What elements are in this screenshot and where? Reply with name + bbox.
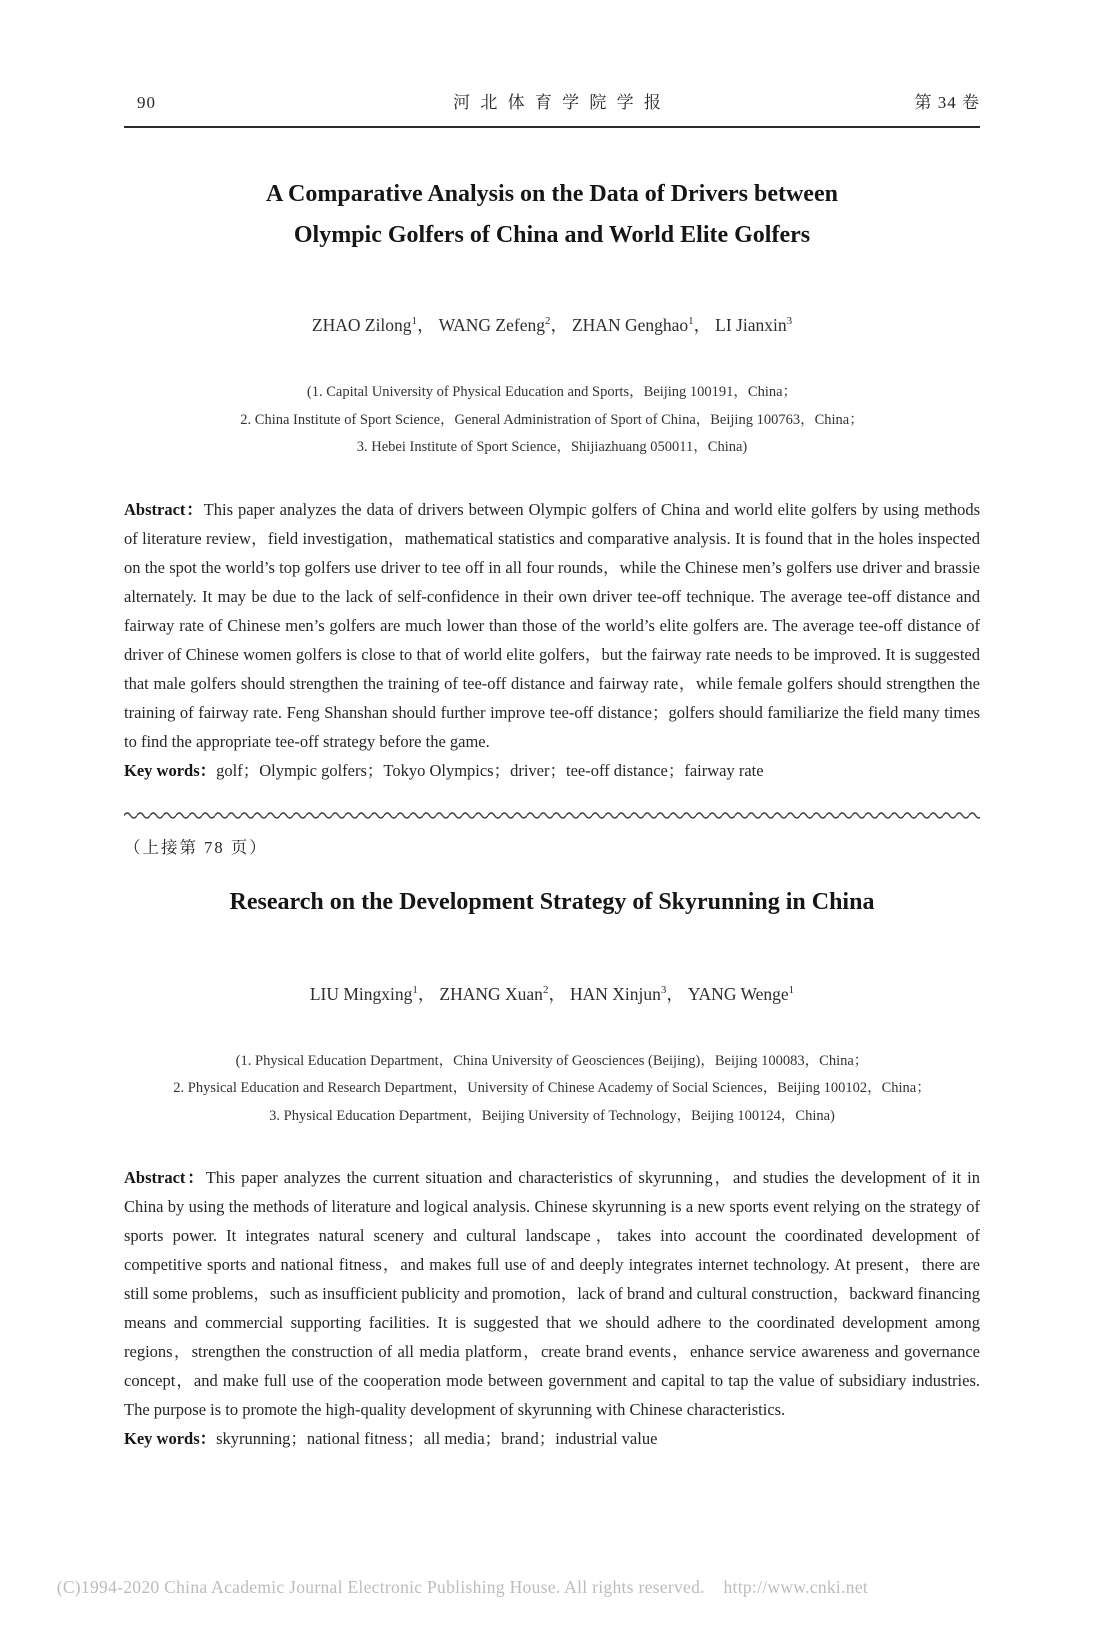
article1-authors bbox=[124, 312, 980, 337]
author-affil-mark: 1 bbox=[411, 315, 418, 328]
continuation-note: （上接第 78 页） bbox=[124, 837, 268, 857]
author-separator: ， bbox=[550, 315, 568, 335]
footer-watermark bbox=[38, 1556, 868, 1619]
journal-title: 河 北 体 育 学 院 学 报 bbox=[453, 93, 664, 112]
author-name: LIU Mingxing bbox=[309, 983, 413, 1004]
author-affil-mark: 3 bbox=[786, 315, 793, 328]
page-number: 90 bbox=[137, 93, 156, 112]
footer-spacer bbox=[705, 1577, 724, 1597]
author bbox=[312, 315, 439, 335]
article1-title bbox=[124, 174, 980, 256]
article1-affiliations bbox=[124, 379, 980, 462]
affiliation-line: 3. Hebei Institute of Sport Science，Shijiazhuang 050011，China) bbox=[356, 439, 748, 455]
author-affil-mark: 1 bbox=[788, 983, 795, 996]
author bbox=[310, 984, 440, 1004]
author-name: WANG Zefeng bbox=[438, 315, 545, 335]
article2-keywords bbox=[124, 1424, 980, 1453]
author-name: ZHANG Xuan bbox=[439, 983, 543, 1004]
abstract-text: This paper analyzes the data of drivers between Olympic golfers of China and world elite golfers by using methods of literature review，field investigation，mathematical statistics and comparative analysis. It is found that in the holes inspected on the spot the world’s top golfers use driver to tee off in all four rounds，while the Chinese men’s golfers use driver and brassie alternately. It may be due to the lack of self-confidence in their own driver tee-off technique. The average tee-off distance and fairway rate of Chinese men’s golfers are much lower than those of the world’s elite golfers are. The average tee-off distance of driver of Chinese women golfers is close to that of world elite golfers，but the fairway rate needs to be improved. It is suggested that male golfers should strengthen the training of tee-off distance and fairway rate，while female golfers should strengthen the training of fairway rate. Feng Shanshan should further improve tee-off distance；golfers should familiarize the field many times to find the appropriate tee-off strategy before the game. bbox=[124, 499, 980, 751]
author-name: ZHAN Genghao bbox=[571, 315, 689, 335]
abstract-label: Abstract： bbox=[124, 499, 204, 519]
author bbox=[570, 984, 688, 1004]
keywords-label: Key words： bbox=[124, 1429, 217, 1448]
author-separator: ， bbox=[548, 983, 566, 1004]
article2-authors bbox=[124, 981, 980, 1006]
author-separator: ， bbox=[666, 983, 684, 1004]
author-affil-mark: 2 bbox=[542, 983, 549, 996]
volume-number: 第 34 卷 bbox=[914, 93, 980, 112]
author bbox=[715, 315, 792, 335]
author-affil-mark: 1 bbox=[688, 315, 694, 328]
affiliation-line: 3. Physical Education Department，Beijing University of Technology，Beijing 100124，China) bbox=[269, 1107, 835, 1124]
wavy-divider bbox=[124, 809, 980, 819]
author-separator: ， bbox=[417, 315, 435, 335]
author bbox=[572, 315, 715, 335]
author bbox=[439, 315, 572, 335]
article2-affiliations bbox=[124, 1048, 980, 1131]
keywords-label: Key words： bbox=[124, 760, 217, 780]
article1-title-line2: Olympic Golfers of China and World Elite Golfers bbox=[293, 222, 811, 248]
article2-title: Research on the Development Strategy of Skyrunning in China bbox=[229, 888, 875, 915]
author-name: LI Jianxin bbox=[715, 315, 787, 335]
affiliation-line: 2. Physical Education and Research Department，University of Chinese Academy of Social Sciences，Beijing 100102，China； bbox=[173, 1080, 931, 1096]
article1-keywords bbox=[124, 756, 980, 785]
keywords-text: skyrunning；national fitness；all media；brand；industrial value bbox=[216, 1429, 658, 1448]
page-content bbox=[0, 88, 1102, 1453]
running-header bbox=[124, 88, 980, 128]
affiliation-line: 2. China Institute of Sport Science，General Administration of Sport of China，Beijing 100763，China； bbox=[240, 411, 864, 428]
keywords-text: golf；Olympic golfers；Tokyo Olympics；driver；tee-off distance；fairway rate bbox=[216, 760, 764, 780]
article1-title-line1: A Comparative Analysis on the Data of Drivers between bbox=[266, 181, 838, 207]
footer-url: http://www.cnki.net bbox=[723, 1577, 869, 1597]
article2-abstract bbox=[124, 1163, 980, 1453]
author bbox=[688, 984, 794, 1004]
affiliation-line: (1. Capital University of Physical Education and Sports，Beijing 100191，China； bbox=[306, 384, 798, 400]
author-name: HAN Xinjun bbox=[569, 983, 661, 1004]
author-name: ZHAO Zilong bbox=[311, 315, 412, 335]
affiliation-line: (1. Physical Education Department，China University of Geosciences (Beijing)，Beijing 100083，China； bbox=[235, 1052, 869, 1069]
author-affil-mark: 3 bbox=[660, 983, 667, 996]
author bbox=[439, 984, 570, 1004]
author-affil-mark: 2 bbox=[544, 315, 551, 328]
copyright-text: (C)1994-2020 China Academic Journal Electronic Publishing House. All rights reserved. bbox=[56, 1577, 705, 1597]
author-name: YANG Wenge bbox=[687, 983, 789, 1004]
article1-abstract bbox=[124, 495, 980, 785]
author-affil-mark: 1 bbox=[412, 983, 418, 996]
author-separator: ， bbox=[417, 983, 436, 1004]
abstract-text: This paper analyzes the current situation and characteristics of skyrunning，and studies the development of it in China by using the methods of literature and logical analysis. Chinese skyrunning is a new sports event relying on the strategy of sports power. It integrates natural scenery and cultural landscape，takes into account the coordinated development of competitive sports and national fitness，and makes full use of and deeply integrates internet technology. At present，there are still some problems，such as insufficient publicity and promotion，lack of brand and cultural construction，backward financing means and commercial supporting facilities. It is suggested that we should adhere to the coordinated development among regions，strengthen the construction of all media platform，create brand events，enhance service awareness and governance concept，and make full use of the cooperation mode between government and capital to tap the value of subsidiary industries. The purpose is to promote the high-quality development of skyrunning with Chinese characteristics. bbox=[124, 1168, 980, 1419]
author-separator: ， bbox=[693, 315, 712, 335]
journal-page bbox=[0, 88, 1102, 1647]
abstract-label: Abstract： bbox=[124, 1168, 206, 1187]
wave-line-graphic bbox=[124, 809, 980, 819]
